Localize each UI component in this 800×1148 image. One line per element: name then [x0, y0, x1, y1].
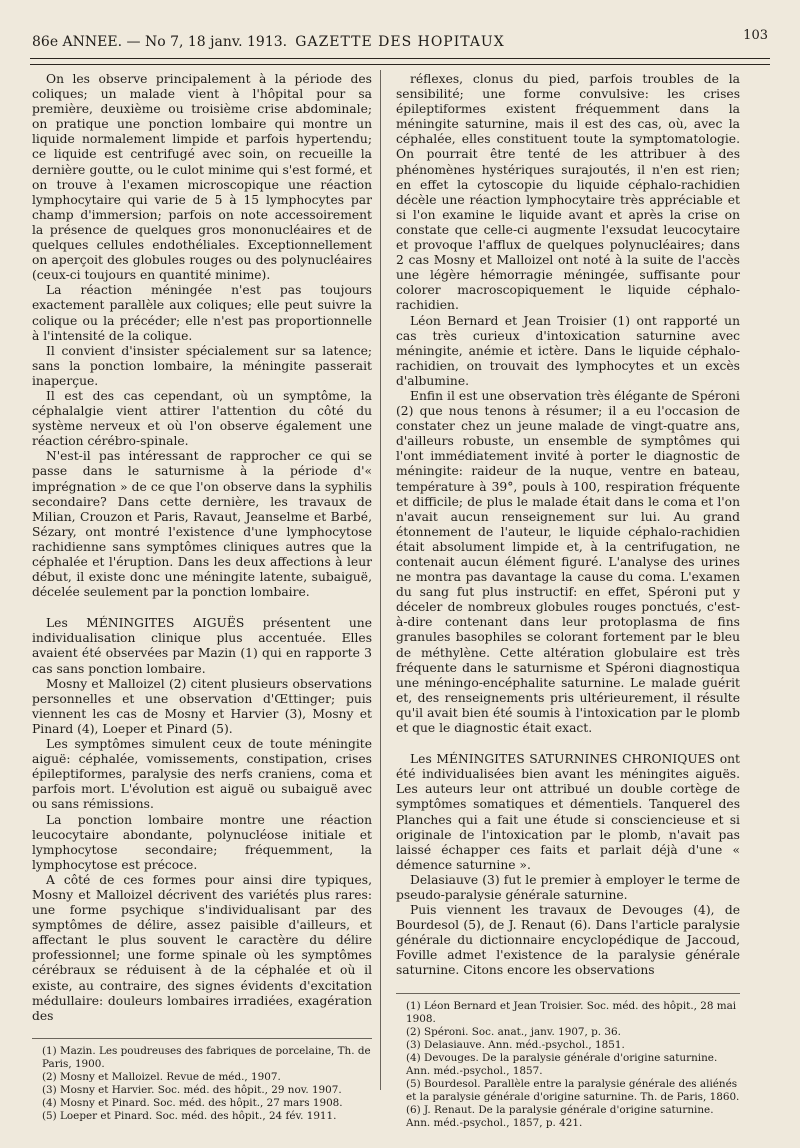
- paragraph: A côté de ces formes pour ainsi dire typiques, Mosny et Malloizel décrivent des variétés plus rares: une forme psychique s'individualisant par des symptômes de délire, assez paisible d'ailleurs, et affectant le plus souvent le caractère du délire professionnel; une forme spinale où les symptômes cérébraux se réduisent à de la céphalée et où il existe, au contraire, des signes évidents d'excitation médullaire: douleurs lombaires irradiées, exagération des: [32, 872, 372, 1023]
- header-rule-double: [30, 64, 770, 65]
- footnote: (3) Mosny et Harvier. Soc. méd. des hôpit., 29 nov. 1907.: [42, 1083, 342, 1096]
- paragraph: Les symptômes simulent ceux de toute méningite aiguë: céphalée, vomissements, constipation, crises épileptiformes, paralysie des nerfs craniens, coma et parfois mort. L'évolution est aiguë ou subaiguë avec ou sans rémissions.: [32, 737, 372, 812]
- header-rule: [30, 58, 770, 59]
- footnote-rule: [32, 1038, 372, 1039]
- paragraph: réflexes, clonus du pied, parfois troubles de la sensibilité; une forme convulsive: les crises épileptiformes existent fréquemment dans la méningite saturnine, mais il est des cas, où, avec la céphalée, elles constituent toute la symptomatologie. On pourrait être tenté de les attribuer à des phénomènes hystériques surajoutés, il n'en est rien; en effet la cytoscopie du liquide céphalo-rachidien décèle une réaction lymphocytaire très appréciable et si l'on examine le liquide avant et après la crise on constate que celle-ci augmente l'exsudat leucocytaire et provoque l'afflux de quelques polynucléaires; dans 2 cas Mosny et Malloizel ont noté à la suite de l'accès une légère hémorragie méningée, suffisante pour colorer macroscopiquement le liquide céphalo-rachidien.: [396, 72, 740, 313]
- paragraph: Il convient d'insister spécialement sur sa latence; sans la ponction lombaire, la méningite passerait inaperçue.: [32, 343, 372, 388]
- footnotes: [396, 1000, 740, 1130]
- footnote: (5) Loeper et Pinard. Soc. méd. des hôpit., 24 fév. 1911.: [42, 1109, 337, 1122]
- page-header: [32, 28, 768, 58]
- paragraph: La réaction méningée n'est pas toujours exactement parallèle aux coliques; elle peut suivre la colique ou la précéder; elle n'est pas proportionnelle à l'intensité de la colique.: [32, 283, 372, 343]
- paragraph: Delasiauve (3) fut le premier à employer le terme de pseudo-paralysie générale saturnine.: [396, 872, 740, 902]
- right-column: [396, 72, 740, 1130]
- column-divider: [380, 70, 381, 1090]
- footnote: (2) Mosny et Malloizel. Revue de méd., 1907.: [42, 1070, 281, 1083]
- paragraph: Enfin il est une observation très élégante de Spéroni (2) que nous tenons à résumer; il a eu l'occasion de constater chez un jeune malade de vingt-quatre ans, d'ailleurs robuste, un ensemble de symptômes qui l'ont immédiatement invité à porter le diagnostic de méningite: raideur de la nuque, ventre en bateau, température à 39°, pouls à 100, respiration fréquente et difficile; de plus le malade était dans le coma et l'on n'avait aucun renseignement sur lui. Au grand étonnement de l'auteur, le liquide céphalo-rachidien était absolument limpide et, à la centrifugation, ne contenait aucun élément figuré. L'analyse des urines ne montra pas davantage la cause du coma. L'examen du sang fut plus instructif: en effet, Spéroni put y déceler de nombreux globules rouges ponctués, c'est-à-dire contenant dans leur protoplasma de fins granules basophiles se colorant fortement par le bleu de méthylène. Cette altération globulaire est très fréquente dans le saturnisme et Spéroni diagnostiqua une méningo-encéphalite saturnine. Le malade guérit et, des renseignements pris ultérieurement, il résulte qu'il avait bien été soumis à l'intoxication par le plomb et que le diagnostic était exact.: [396, 388, 740, 736]
- paragraph: La ponction lombaire montre une réaction leucocytaire abondante, polynucléose initiale et lymphocytose secondaire; fréquemment, la lymphocytose est précoce.: [32, 812, 372, 872]
- left-column: [32, 72, 372, 1123]
- footnote: (6) J. Renaut. De la paralysie générale d'origine saturnine. Ann. méd.-psychol., 1857, p. 421.: [406, 1103, 714, 1129]
- paragraph: N'est-il pas intéressant de rapprocher ce qui se passe dans le saturnisme à la période d'« imprégnation » de ce que l'on observe dans la syphilis secondaire? Dans cette dernière, les travaux de Milian, Crouzon et Paris, Ravaut, Jeanselme et Barbé, Sézary, ont montré l'existence d'une lymphocytose rachidienne sans symptômes cliniques autres que la céphalée et l'éruption. Dans les deux affections à leur début, il existe donc une méningite latente, subaiguë, décelée seulement par la ponction lombaire.: [32, 449, 372, 600]
- footnote: (5) Bourdesol. Parallèle entre la paralysie générale des aliénés et la paralysie générale d'origine saturnine. Th. de Paris, 1860.: [406, 1077, 740, 1103]
- paragraph: On les observe principalement à la période des coliques; un malade vient à l'hôpital pour sa première, deuxième ou troisième crise abdominale; on pratique une ponction lombaire qui montre un liquide normalement limpide et parfois hypertendu; ce liquide est centrifugé avec soin, on recueille la dernière goutte, ou le culot minime qui s'est formé, et on trouve à l'examen microscopique une réaction lymphocytaire qui varie de 5 à 15 lymphocytes par champ d'immersion; parfois on note accessoirement la présence de quelques gros mononucléaires et de quelques cellules endothéliales. Exceptionnellement on aperçoit des globules rouges ou des polynucléaires (ceux-ci toujours en quantité minime).: [32, 72, 372, 283]
- footnote: (2) Spéroni. Soc. anat., janv. 1907, p. 36.: [406, 1025, 621, 1038]
- footnote: (4) Devouges. De la paralysie générale d'origine saturnine. Ann. méd.-psychol., 1857.: [406, 1051, 718, 1077]
- footnote: (4) Mosny et Pinard. Soc. méd. des hôpit., 27 mars 1908.: [42, 1096, 343, 1109]
- paragraph: Les MÉNINGITES AIGUËS présentent une individualisation clinique plus accentuée. Elles avaient été observées par Mazin (1) qui en rapporte 3 cas sans ponction lombaire.: [32, 616, 372, 676]
- paragraph: Les MÉNINGITES SATURNINES CHRONIQUES ont été individualisées bien avant les méningites aiguës. Les auteurs leur ont attribué un double cortège de symptômes somatiques et démentiels. Tanquerel des Planches qui a fait une étude si consciencieuse et si originale de l'intoxication par le plomb, n'avait pas laissé échapper ces faits et parlait déjà d'une « démence saturnine ».: [396, 752, 740, 872]
- footnote: (1) Léon Bernard et Jean Troisier. Soc. méd. des hôpit., 28 mai 1908.: [406, 999, 737, 1025]
- footnote: (1) Mazin. Les poudreuses des fabriques de porcelaine, Th. de Paris, 1900.: [42, 1044, 371, 1070]
- page-number: 103: [743, 28, 768, 43]
- journal-title: GAZETTE DES HOPITAUX: [295, 34, 505, 50]
- paragraph: Il est des cas cependant, où un symptôme, la céphalalgie vient attirer l'attention du côté du système nerveux et où l'on observe également une réaction cérébro-spinale.: [32, 388, 372, 449]
- paragraph: Puis viennent les travaux de Devouges (4), de Bourdesol (5), de J. Renaut (6). Dans l'article paralysie générale du dictionnaire encyclopédique de Jaccoud, Foville admet l'existence de la paralysie générale saturnine. Citons encore les observations: [396, 903, 740, 978]
- paragraph: Léon Bernard et Jean Troisier (1) ont rapporté un cas très curieux d'intoxication saturnine avec méningite, anémie et ictère. Dans le liquide céphalo-rachidien, on trouvait des lymphocytes et un excès d'albumine.: [396, 313, 740, 388]
- issue-info: 86e ANNEE. — No 7, 18 janv. 1913.: [32, 34, 288, 50]
- footnotes: [32, 1045, 372, 1123]
- footnote-rule: [396, 993, 740, 994]
- footnote: (3) Delasiauve. Ann. méd.-psychol., 1851.: [406, 1038, 625, 1051]
- paragraph: Mosny et Malloizel (2) citent plusieurs observations personnelles et une observation d'Œttinger; puis viennent les cas de Mosny et Harvier (3), Mosny et Pinard (4), Loeper et Pinard (5).: [32, 676, 372, 736]
